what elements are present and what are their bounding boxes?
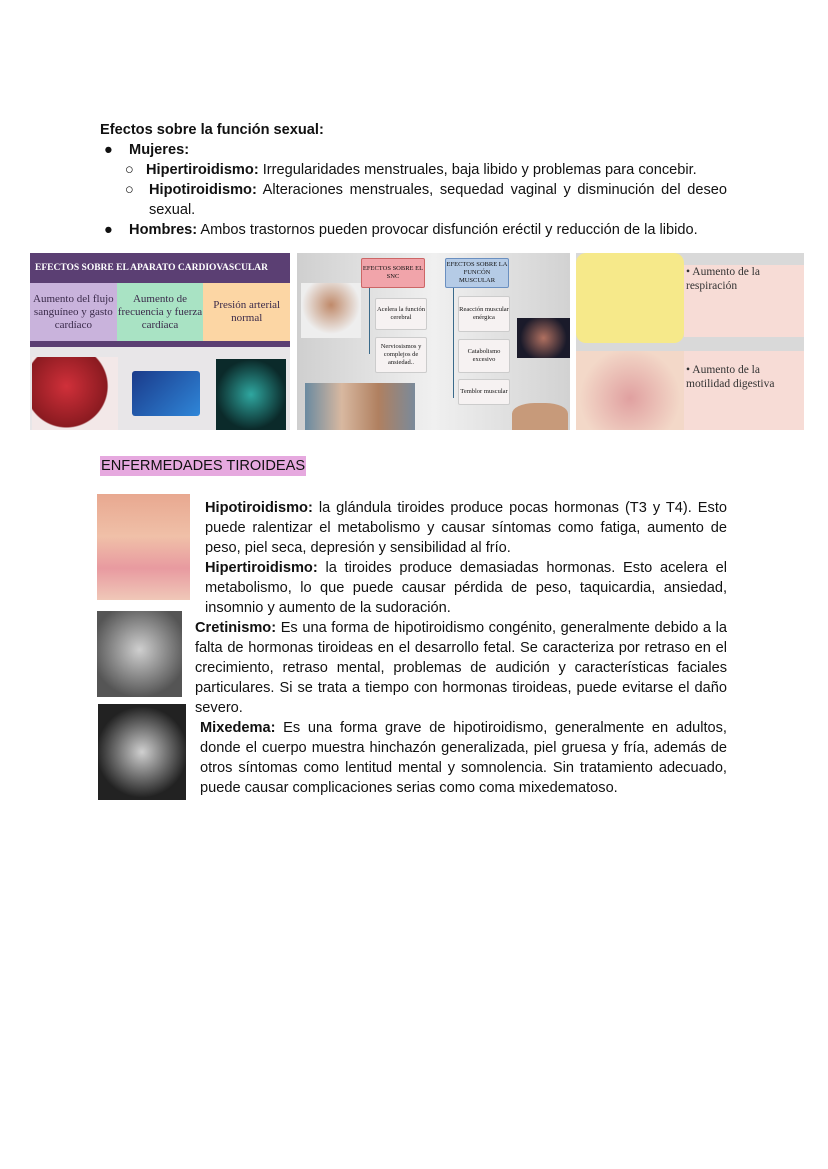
men-text: Ambos trastornos pueden provocar disfunción eréctil y reducción de la libido. <box>197 222 698 238</box>
snc-item: Acelera la función cerebral <box>375 298 427 330</box>
digestive-image <box>576 351 684 430</box>
muscular-item: Catabolismo excesivo <box>458 339 510 373</box>
resp-text: • Aumento de la respiración <box>686 266 760 292</box>
snc-connector <box>369 286 370 354</box>
brain-image <box>301 283 361 338</box>
myxedema-photo <box>98 704 186 800</box>
men-label: Hombres: <box>129 222 198 238</box>
respiration-image <box>576 253 684 343</box>
list-item-hyper: ○ Hipertiroidismo: Irregularidades menstruales, baja libido y problemas para concebir. <box>125 162 697 178</box>
disease-myxedema: Mixedema: Es una forma grave de hipotiroidismo, generalmente en adultos, donde el cuerpo muestra hinchazón generalizada, piel gruesa y fría, además de otros síntomas como lentitud mental y somnolencia. Sin tratamiento adecuado, puede causar complicaciones serias como coma mixedematoso. <box>200 720 727 796</box>
sexual-section <box>100 120 740 240</box>
bullet-circle: ○ <box>125 182 134 198</box>
muscular-title: EFECTOS SOBRE LA FUNCÓN MUSCULAR <box>445 258 509 288</box>
cardio-cell: Aumento del flujo sanguíneo y gasto cardíaco <box>30 283 117 341</box>
list-item-women: ● Mujeres: <box>104 142 190 158</box>
list-item-men: ● Hombres: Ambos trastornos pueden provocar disfunción eréctil y reducción de la libido. <box>104 222 698 238</box>
fist-image <box>517 318 570 358</box>
snc-title: EFECTOS SOBRE EL SNC <box>361 258 425 288</box>
diseases-list <box>195 498 727 798</box>
muscular-item: Temblor muscular <box>458 379 510 405</box>
section-title: Efectos sobre la función sexual: <box>100 122 324 138</box>
diseases-heading: ENFERMEDADES TIROIDEAS <box>101 458 306 474</box>
cretinism-photo <box>97 611 182 697</box>
hypo-label: Hipotiroidismo: <box>149 182 257 198</box>
disease-hyperthyroidism: Hipertiroidismo: la tiroides produce demasiadas hormonas. Esto acelera el metabolismo, lo que puede causar pérdida de peso, taquicardia, ansiedad, insomnio y aumento de la sudoración. <box>205 560 727 616</box>
hypo-text: Alteraciones menstruales, sequedad vaginal y disminución del deseo sexual. <box>149 182 727 218</box>
snc-item: Nerviosismos y complejos de ansiedad.. <box>375 337 427 373</box>
heart-scan-image <box>216 359 286 430</box>
hyper-text: Irregularidades menstruales, baja libido y problemas para concebir. <box>258 162 697 178</box>
digest-text: • Aumento de la motilidad digestiva <box>686 364 775 390</box>
cardio-title: EFECTOS SOBRE EL APARATO CARDIOVASCULAR <box>30 253 290 283</box>
list-item-hypo-row <box>100 180 740 220</box>
resp-digest-figure <box>576 253 804 430</box>
cardiovascular-figure <box>30 253 290 430</box>
muscular-connector <box>453 286 454 398</box>
thyroid-image <box>97 494 190 600</box>
snc-muscular-figure <box>297 253 570 430</box>
women-label: Mujeres: <box>129 142 190 158</box>
anxious-faces-image <box>305 383 415 430</box>
disease-hypothyroidism: Hipotiroidismo: la glándula tiroides produce pocas hormonas (T3 y T4). Esto puede ralentizar el metabolismo y causar síntomas como fatiga, aumento de peso, piel seca, depresión y sensibilidad al frío. <box>205 500 727 556</box>
list-item-hypo <box>149 180 727 220</box>
ecg-runner-image <box>132 371 200 416</box>
smiling-face-image <box>512 403 568 430</box>
disease-cretinism: Cretinismo: Es una forma de hipotiroidismo congénito, generalmente debido a la falta de hormonas tiroideas en el desarrollo fetal. Se caracteriza por retraso en el crecimiento, retraso mental, problemas de audición y características faciales particulares. Si se trata a tiempo con hormonas tiroideas, puede evitarse el daño severo. <box>195 620 727 716</box>
heart-image <box>32 357 118 430</box>
cardio-cell: Aumento de frecuencia y fuerza cardíaca <box>117 283 204 341</box>
cardio-cell: Presión arterial normal <box>203 283 290 341</box>
hyper-label: Hipertiroidismo: <box>145 162 259 178</box>
muscular-item: Reacción muscular enérgica <box>458 296 510 332</box>
